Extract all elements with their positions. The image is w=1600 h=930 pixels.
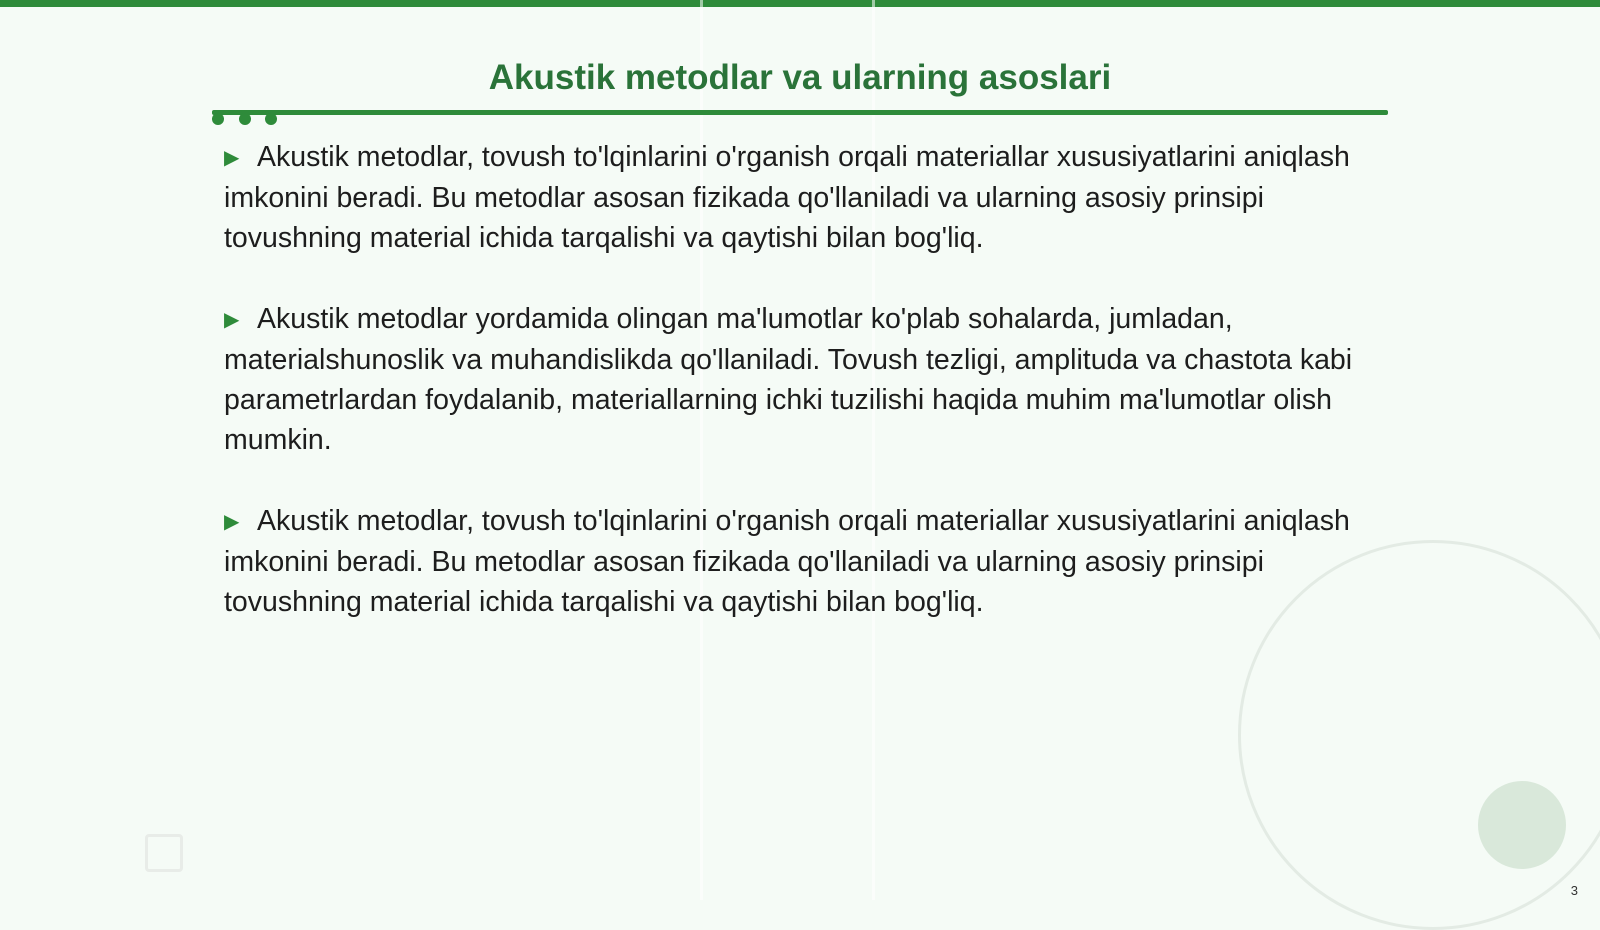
page-number: 3	[1570, 883, 1578, 898]
decorative-dot	[265, 113, 277, 125]
decorative-circle	[1478, 781, 1566, 869]
slide-body	[224, 137, 1374, 663]
bullet-arrow-icon: ▶	[224, 511, 240, 533]
bullet-text: Akustik metodlar, tovush to'lqinlarini o'rganish orqali materiallar xususiyatlarini aniqlash imkonini beradi. Bu metodlar asosan fizikada qo'llaniladi va ularning asosiy prinsipi tovushning material ichida tarqalishi va qaytishi bilan bog'liq.	[224, 505, 1350, 618]
decorative-dot	[212, 113, 224, 125]
slide-title: Akustik metodlar va ularning asoslari	[488, 58, 1112, 97]
decorative-ring	[1238, 540, 1600, 930]
bullet-item	[224, 501, 1374, 622]
bullet-arrow-icon: ▶	[224, 309, 240, 331]
bullet-item	[224, 299, 1374, 460]
bullet-arrow-icon: ▶	[224, 147, 240, 169]
decorative-dot	[239, 113, 251, 125]
top-accent-bar	[0, 0, 1600, 7]
decorative-square	[145, 834, 183, 872]
bullet-text: Akustik metodlar, tovush to'lqinlarini o'rganish orqali materiallar xususiyatlarini aniqlash imkonini beradi. Bu metodlar asosan fizikada qo'llaniladi va ularning asosiy prinsipi tovushning material ichida tarqalishi va qaytishi bilan bog'liq.	[224, 141, 1350, 254]
title-underline	[212, 110, 1388, 115]
bullet-text: Akustik metodlar yordamida olingan ma'lumotlar ko'plab sohalarda, jumladan, materialshunoslik va muhandislikda qo'llaniladi. Tovush tezligi, amplituda va chastota kabi parametrlardan foydalanib, materiallarning ichki tuzilishi haqida muhim ma'lumotlar olish mumkin.	[224, 303, 1353, 456]
bullet-item	[224, 137, 1374, 258]
